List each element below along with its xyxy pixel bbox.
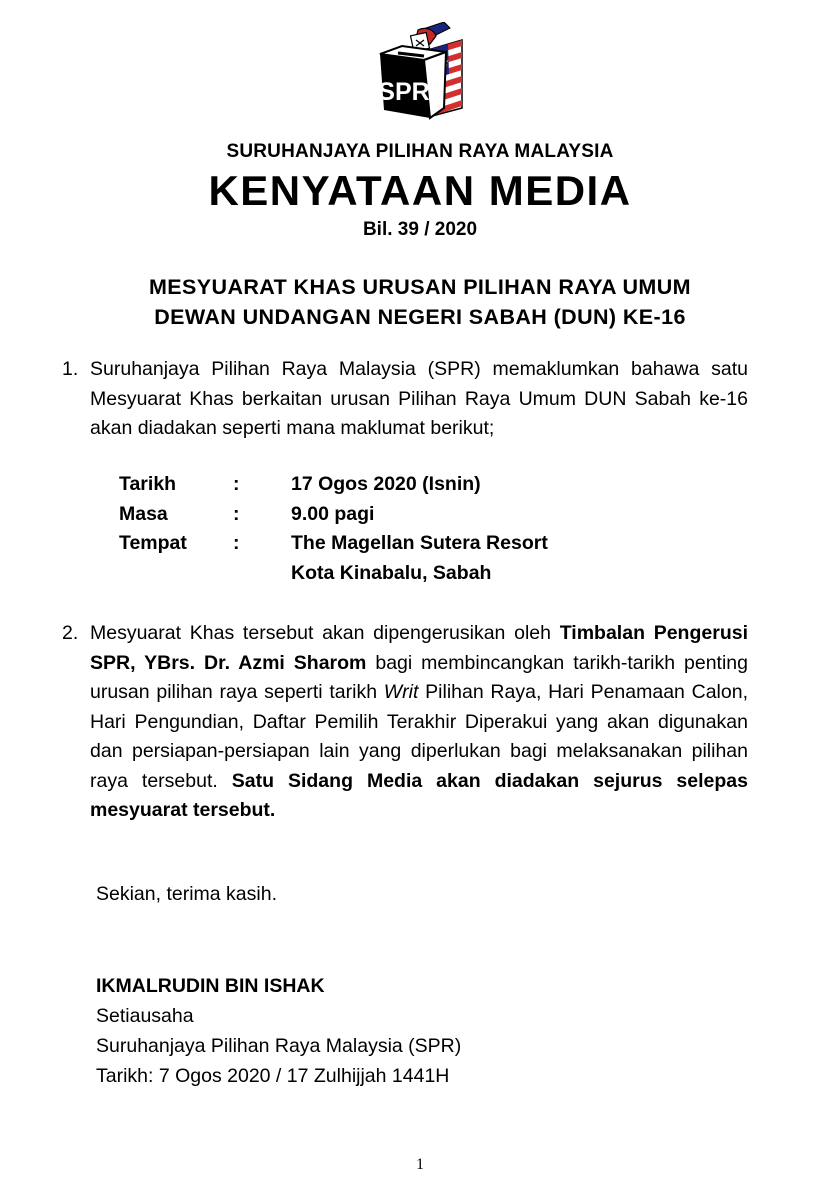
detail-label: Masa bbox=[119, 502, 168, 525]
signatory-organization: Suruhanjaya Pilihan Raya Malaysia (SPR) bbox=[96, 1035, 462, 1057]
paragraph-2-number: 2. bbox=[62, 622, 79, 644]
signature-date: Tarikh: 7 Ogos 2020 / 17 Zulhijjah 1441H bbox=[96, 1065, 450, 1087]
subject-heading-line2: DEWAN UNDANGAN NEGERI SABAH (DUN) KE-16 bbox=[154, 305, 686, 329]
detail-colon: : bbox=[233, 502, 240, 525]
paragraph-2-part: bagi membincangkan tarikh-tarikh penting urusan pilihan raya seperti tarikh bbox=[90, 651, 748, 703]
detail-value: 17 Ogos 2020 (Isnin) bbox=[291, 473, 481, 495]
signatory-position: Setiausaha bbox=[96, 1005, 194, 1027]
detail-colon: : bbox=[233, 473, 240, 495]
spr-logo bbox=[372, 22, 468, 124]
detail-value: 9.00 pagi bbox=[291, 502, 375, 525]
subject-heading bbox=[0, 272, 840, 332]
press-conference-note: Satu Sidang Media akan diadakan sejurus selepas mesyuarat tersebut. bbox=[90, 769, 748, 821]
writ-term: Writ bbox=[383, 681, 419, 703]
ballot-box-icon bbox=[378, 46, 446, 118]
statement-number: Bil. 39 / 2020 bbox=[362, 219, 478, 240]
paragraph-2-part: Mesyuarat Khas tersebut akan dipengerusikan oleh bbox=[90, 622, 560, 644]
paragraph-2-part: Pilihan Raya, Hari Penamaan Calon, Hari Pengundian, Daftar Pemilih Terakhir Diperakui yang akan digunakan dan persiapan-persiapan lain yang diperlukan bagi melaksanakan pilihan raya tersebut. bbox=[90, 681, 748, 792]
paragraph-2-text bbox=[90, 619, 748, 826]
closing-remark: Sekian, terima kasih. bbox=[96, 883, 277, 905]
paragraph-1-number: 1. bbox=[62, 358, 79, 380]
detail-label: Tempat bbox=[119, 532, 187, 554]
page-number: 1 bbox=[416, 1156, 424, 1173]
detail-value: Kota Kinabalu, Sabah bbox=[291, 561, 492, 584]
document-title: KENYATAAN MEDIA bbox=[208, 167, 632, 214]
detail-value: The Magellan Sutera Resort bbox=[291, 532, 548, 554]
logo-text: SPR bbox=[378, 78, 430, 106]
signatory-name: IKMALRUDIN BIN ISHAK bbox=[96, 975, 325, 997]
chairperson-name: Timbalan Pengerusi SPR, YBrs. Dr. Azmi Sharom bbox=[90, 622, 748, 674]
organization-name: SURUHANJAYA PILIHAN RAYA MALAYSIA bbox=[226, 141, 614, 162]
signature-block bbox=[96, 971, 461, 1091]
detail-colon: : bbox=[233, 532, 240, 554]
paragraph-1-text: Suruhanjaya Pilihan Raya Malaysia (SPR) memaklumkan bahawa satu Mesyuarat Khas berkaitan urusan Pilihan Raya Umum DUN Sabah ke-16 akan diadakan seperti mana maklumat berikut; bbox=[90, 358, 748, 439]
detail-label: Tarikh bbox=[119, 473, 177, 495]
subject-heading-line1: MESYUARAT KHAS URUSAN PILIHAN RAYA UMUM bbox=[149, 275, 691, 299]
